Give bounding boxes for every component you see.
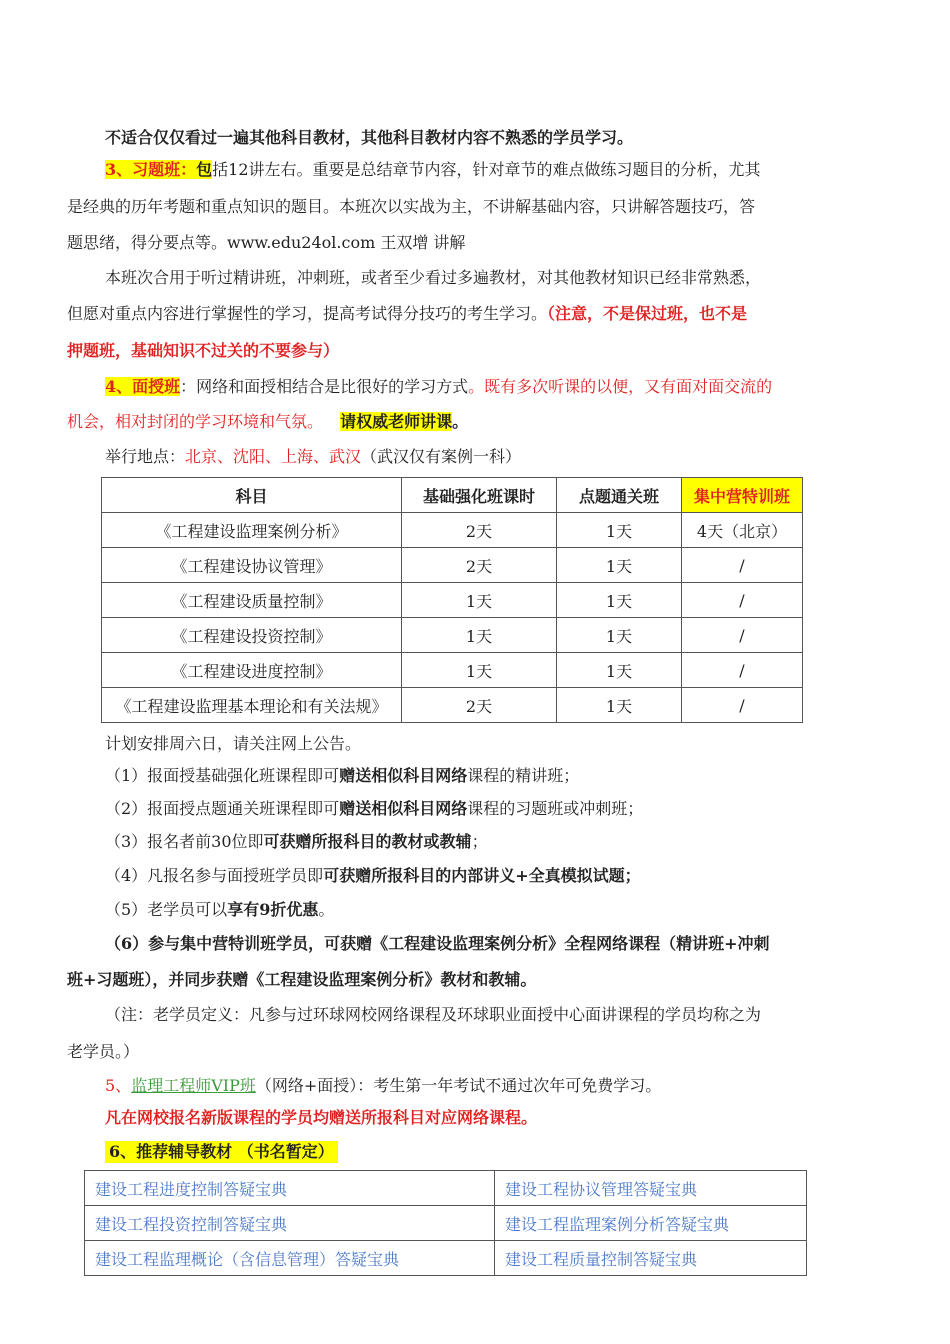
section4-teacher-end: 。 [452,412,469,431]
benefit-1-c: 课程的精讲班； [467,766,580,785]
cell-topic: 1天 [557,583,682,618]
note-line2: 老学员。） [67,1042,140,1061]
section3-first-char: 包 [196,160,213,179]
section3-notice1: （注意，不是保过班，也不是 [547,304,748,323]
cell-basic: 1天 [402,653,557,688]
cell-basic: 2天 [402,548,557,583]
section6-label: 6、推荐辅导教材 （书名暂定） [105,1141,338,1163]
benefit-6-line2: 班+习题班），并同步获赠《工程建设监理案例分析》教材和教辅。 [67,970,537,989]
section3-line2: 是经典的历年考题和重点知识的题目。本班次以实战为主，不讲解基础内容，只讲解答题技巧，答 [67,197,756,216]
cell-topic: 1天 [557,513,682,548]
benefit-1-b: 赠送相似科目网络 [339,766,468,785]
promo-line: 凡在网校报名新版课程的学员均赠送所报科目对应网络课程。 [105,1108,538,1127]
cell-subject: 《工程建设协议管理》 [102,548,402,583]
location-cities: 北京、沈阳、上海、武汉 [185,447,362,466]
book-cell: 建设工程监理案例分析答疑宝典 [495,1206,807,1241]
benefit-1 [105,765,579,787]
section3-line3: 题思绪，得分要点等。www.edu24ol.com 王双增 讲解 [67,233,466,252]
benefit-4-a: （4）凡报名参与面授班学员即 [105,866,324,885]
cell-subject: 《工程建设进度控制》 [102,653,402,688]
benefit-5-b: 享有9折优惠 [227,900,319,919]
section4-text2: 机会，相对封闭的学习环境和气氛。 [67,412,324,431]
section3-label: 3、习题班： [105,160,197,179]
header-camp: 集中营特训班 [682,478,803,513]
table-row [102,618,803,653]
schedule-header-row [102,478,803,513]
table-row [102,688,803,723]
note-line1: （注：老学员定义：凡参与过环球网校网络课程及环球职业面授中心面讲课程的学员均称之为 [105,1005,762,1024]
benefit-5 [105,899,334,921]
benefit-4-b: 可获赠所报科目的内部讲义+全真模拟试题； [323,866,641,885]
cell-camp: / [682,688,803,723]
cell-camp: / [682,583,803,618]
benefit-2-b: 赠送相似科目网络 [339,799,468,818]
cell-basic: 2天 [402,688,557,723]
section4-label: 4、面授班 [105,377,181,396]
cell-camp: / [682,548,803,583]
header-basic: 基础强化班课时 [402,478,557,513]
section4-line2 [67,411,468,433]
header-topic: 点题通关班 [557,478,682,513]
section5-line [105,1075,661,1097]
table-row [85,1241,807,1276]
book-cell: 建设工程质量控制答疑宝典 [495,1241,807,1276]
book-cell: 建设工程协议管理答疑宝典 [495,1171,807,1206]
cell-subject: 《工程建设质量控制》 [102,583,402,618]
benefit-3-c: ； [471,832,488,851]
benefit-5-a: （5）老学员可以 [105,900,228,919]
vip-class-link[interactable]: 监理工程师VIP班 [131,1076,256,1095]
benefit-6-line1: （6）参与集中营特训班学员，可获赠《工程建设监理案例分析》全程网络课程（精讲班+冲刺 [105,934,770,953]
table-row [85,1206,807,1241]
table-row [85,1171,807,1206]
benefit-3 [105,831,488,853]
section4-text1-red: 。既有多次听课的以便，又有面对面交流的 [468,377,773,396]
table-row [102,653,803,688]
section3-para2-line2 [67,303,747,325]
schedule-table [101,477,803,723]
section3-line1 [105,159,761,181]
location-label: 举行地点： [105,447,186,466]
benefit-3-a: （3）报名者前30位即 [105,832,264,851]
cell-topic: 1天 [557,618,682,653]
book-cell: 建设工程投资控制答疑宝典 [85,1206,495,1241]
cell-subject: 《工程建设监理基本理论和有关法规》 [102,688,402,723]
cell-camp: / [682,653,803,688]
cell-camp: 4天（北京） [682,513,803,548]
section3-notice2: 押题班，基础知识不过关的不要参与） [67,341,340,360]
cell-topic: 1天 [557,688,682,723]
book-cell: 建设工程进度控制答疑宝典 [85,1171,495,1206]
books-table [84,1170,807,1276]
intro-line: 不适合仅仅看过一遍其他科目教材，其他科目教材内容不熟悉的学员学习。 [105,128,634,147]
benefit-5-c: 。 [318,900,335,919]
section5-text: （网络+面授）：考生第一年考试不通过次年可免费学习。 [255,1076,662,1095]
cell-basic: 2天 [402,513,557,548]
cell-topic: 1天 [557,548,682,583]
table-row [102,548,803,583]
section4-colon: ： [180,377,197,396]
section5-num: 5、 [105,1076,132,1095]
location-note: （武汉仅有案例一科） [361,447,522,466]
plan-line: 计划安排周六日，请关注网上公告。 [105,734,362,753]
benefit-4 [105,865,641,887]
section3-para2-line1: 本班次合用于听过精讲班，冲刺班，或者至少看过多遍教材，对其他教材知识已经非常熟悉， [105,268,762,287]
cell-topic: 1天 [557,653,682,688]
benefit-2-a: （2）报面授点题通关班课程即可 [105,799,340,818]
cell-basic: 1天 [402,583,557,618]
cell-basic: 1天 [402,618,557,653]
header-subject: 科目 [102,478,402,513]
section3-para2-text: 但愿对重点内容进行掌握性的学习，提高考试得分技巧的考生学习。 [67,304,548,323]
book-cell: 建设工程监理概论（含信息管理）答疑宝典 [85,1241,495,1276]
section4-line1 [105,376,772,398]
cell-subject: 《工程建设监理案例分析》 [102,513,402,548]
cell-camp: / [682,618,803,653]
benefit-1-a: （1）报面授基础强化班课程即可 [105,766,340,785]
table-row [102,583,803,618]
benefit-2 [105,798,643,820]
cell-subject: 《工程建设投资控制》 [102,618,402,653]
section4-teacher: 请权威老师讲课 [340,412,453,431]
section4-location [105,446,521,468]
benefit-2-c: 课程的习题班或冲刺班； [467,799,644,818]
benefit-3-b: 可获赠所报科目的教材或教辅 [263,832,472,851]
section4-text1: 网络和面授相结合是比很好的学习方式 [196,377,469,396]
table-row [102,513,803,548]
section3-text1: 括12讲左右。重要是总结章节内容，针对章节的难点做练习题目的分析，尤其 [212,160,761,179]
